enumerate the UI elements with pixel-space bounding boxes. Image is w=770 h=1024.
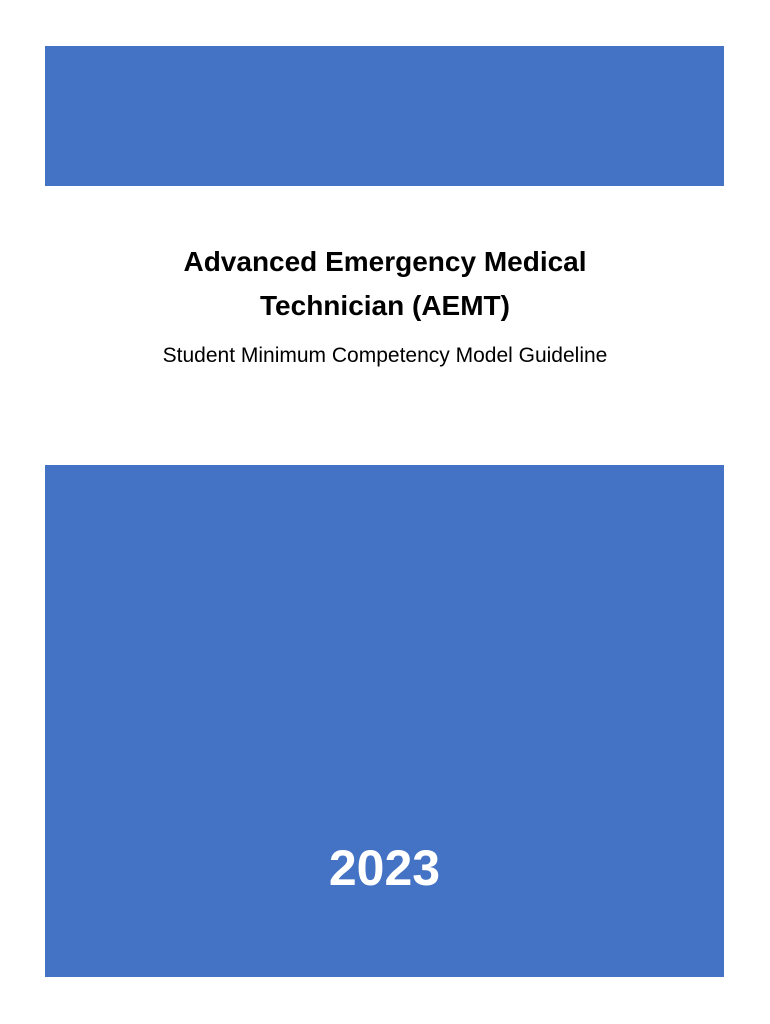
document-title-line-2: Technician (AEMT) — [260, 290, 510, 321]
document-title-line-1: Advanced Emergency Medical — [183, 246, 587, 277]
document-subtitle: Student Minimum Competency Model Guideline — [162, 344, 608, 367]
publication-year: 2023 — [328, 840, 441, 896]
bottom-color-band — [45, 465, 724, 977]
document-title-block — [0, 240, 770, 370]
top-color-band — [45, 46, 724, 186]
